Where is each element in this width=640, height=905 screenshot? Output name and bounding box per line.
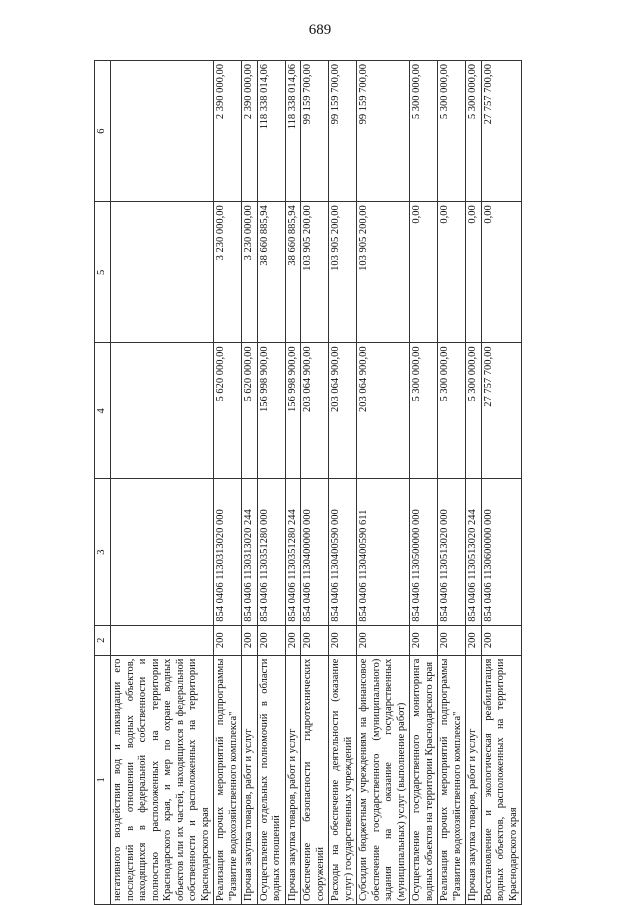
row-col4-value [111, 343, 214, 479]
header-col-4: 4 [95, 343, 111, 479]
row-col6-value: 5 300 000,00 [438, 61, 466, 202]
row-col5-value: 3 230 000,00 [242, 202, 258, 343]
row-name-cell: Восстановление и экологическая реабилитация водных объектов, расположенных на территории Краснодарского края [481, 655, 522, 904]
row-code-cell [111, 479, 214, 625]
table-row [410, 61, 438, 905]
row-name-cell: Прочая закупка товаров, работ и услуг [242, 655, 258, 904]
row-col4-value: 5 620 000,00 [214, 343, 242, 479]
row-col6-value: 2 390 000,00 [242, 61, 258, 202]
row-col5-value [111, 202, 214, 343]
row-col6-value: 5 300 000,00 [466, 61, 482, 202]
row-col4-value: 27 757 700,00 [481, 343, 522, 479]
table-row [285, 61, 301, 905]
row-code-cell: 854 0406 1130400000 000 [301, 479, 329, 625]
row-col4-value: 203 064 900,00 [301, 343, 329, 479]
rotated-table [94, 60, 572, 905]
row-name-cell: Осуществление отдельных полномочий в области водных отношений [257, 655, 285, 904]
row-col5-value: 38 660 885,94 [257, 202, 285, 343]
table-row [438, 61, 466, 905]
row-col6-value: 2 390 000,00 [214, 61, 242, 202]
table-row [111, 61, 214, 905]
rotated-table-viewport [94, 60, 572, 905]
row-col6-value: 99 159 700,00 [301, 61, 329, 202]
table-row [242, 61, 258, 905]
row-col5-value: 3 230 000,00 [214, 202, 242, 343]
row-col2-cell: 200 [214, 625, 242, 655]
row-code-cell: 854 0406 1130351280 244 [285, 479, 301, 625]
row-col6-value: 27 757 700,00 [481, 61, 522, 202]
header-col-1: 1 [95, 655, 111, 904]
row-name-cell: Субсидии бюджетным учреждениям на финансовое обеспечение государственного (муниципального) задания на оказание государственных (муниципальных) услуг (выполнение работ) [357, 655, 410, 904]
row-code-cell: 854 0406 1130400590 611 [357, 479, 410, 625]
row-col5-value: 103 905 200,00 [329, 202, 357, 343]
row-col2-cell: 200 [329, 625, 357, 655]
header-col-3: 3 [95, 479, 111, 625]
row-col2-cell: 200 [481, 625, 522, 655]
row-col4-value: 5 300 000,00 [466, 343, 482, 479]
row-col4-value: 5 300 000,00 [438, 343, 466, 479]
row-name-cell: Прочая закупка товаров, работ и услуг [285, 655, 301, 904]
table-row [301, 61, 329, 905]
row-name-cell: Реализация прочих мероприятий подпрограммы "Развитие водохозяйственного комплекса" [438, 655, 466, 904]
row-col2-cell: 200 [257, 625, 285, 655]
row-col2-cell: 200 [285, 625, 301, 655]
row-col2-cell: 200 [410, 625, 438, 655]
header-col-6: 6 [95, 61, 111, 202]
row-col4-value: 5 620 000,00 [242, 343, 258, 479]
row-name-cell: Реализация прочих мероприятий подпрограммы "Развитие водохозяйственного комплекса" [214, 655, 242, 904]
row-col4-value: 5 300 000,00 [410, 343, 438, 479]
row-code-cell: 854 0406 1130513020 000 [438, 479, 466, 625]
row-code-cell: 854 0406 1130500000 000 [410, 479, 438, 625]
row-name-cell: Осуществление государственного мониторинга водных объектов на территории Краснодарского края [410, 655, 438, 904]
row-col4-value: 203 064 900,00 [357, 343, 410, 479]
row-col5-value: 0,00 [466, 202, 482, 343]
row-col6-value: 118 338 014,06 [257, 61, 285, 202]
row-col6-value: 5 300 000,00 [410, 61, 438, 202]
table-row [357, 61, 410, 905]
row-col5-value: 0,00 [410, 202, 438, 343]
row-col2-cell: 200 [466, 625, 482, 655]
table-row [257, 61, 285, 905]
row-name-cell: Обеспечение безопасности гидротехнических сооружений [301, 655, 329, 904]
row-col5-value: 0,00 [481, 202, 522, 343]
row-col4-value: 203 064 900,00 [329, 343, 357, 479]
table-row [481, 61, 522, 905]
row-col2-cell: 200 [242, 625, 258, 655]
row-col5-value: 103 905 200,00 [357, 202, 410, 343]
row-col6-value [111, 61, 214, 202]
row-code-cell: 854 0406 1130600000 000 [481, 479, 522, 625]
row-code-cell: 854 0406 1130513020 244 [466, 479, 482, 625]
row-code-cell: 854 0406 1130351280 000 [257, 479, 285, 625]
row-col2-cell: 200 [357, 625, 410, 655]
row-col5-value: 0,00 [438, 202, 466, 343]
row-col6-value: 99 159 700,00 [329, 61, 357, 202]
row-code-cell: 854 0406 1130313020 244 [242, 479, 258, 625]
header-col-5: 5 [95, 202, 111, 343]
row-col2-cell: 200 [438, 625, 466, 655]
row-col6-value: 99 159 700,00 [357, 61, 410, 202]
row-col2-cell [111, 625, 214, 655]
row-col4-value: 156 998 900,00 [257, 343, 285, 479]
row-col2-cell: 200 [301, 625, 329, 655]
row-name-cell: негативного воздействия вод и ликвидации его последствий в отношении водных объектов, находящихся в федеральной собственности и полностью расположенных на территории Краснодарского края, и мер по охране водных объектов или их частей, находящихся в федеральной собственности и расположенных на территории Краснодарского края [111, 655, 214, 904]
table-header-row [95, 61, 111, 905]
page-number: 689 [308, 22, 332, 38]
row-col6-value: 118 338 014,06 [285, 61, 301, 202]
table-row [214, 61, 242, 905]
row-code-cell: 854 0406 1130313020 000 [214, 479, 242, 625]
row-col4-value: 156 998 900,00 [285, 343, 301, 479]
row-name-cell: Прочая закупка товаров, работ и услуг [466, 655, 482, 904]
table-row [466, 61, 482, 905]
header-col-2: 2 [95, 625, 111, 655]
table-row [329, 61, 357, 905]
budget-table [94, 60, 522, 905]
row-code-cell: 854 0406 1130400590 000 [329, 479, 357, 625]
row-col5-value: 103 905 200,00 [301, 202, 329, 343]
row-col5-value: 38 660 885,94 [285, 202, 301, 343]
row-name-cell: Расходы на обеспечение деятельности (оказание услуг) государственных учреждений [329, 655, 357, 904]
